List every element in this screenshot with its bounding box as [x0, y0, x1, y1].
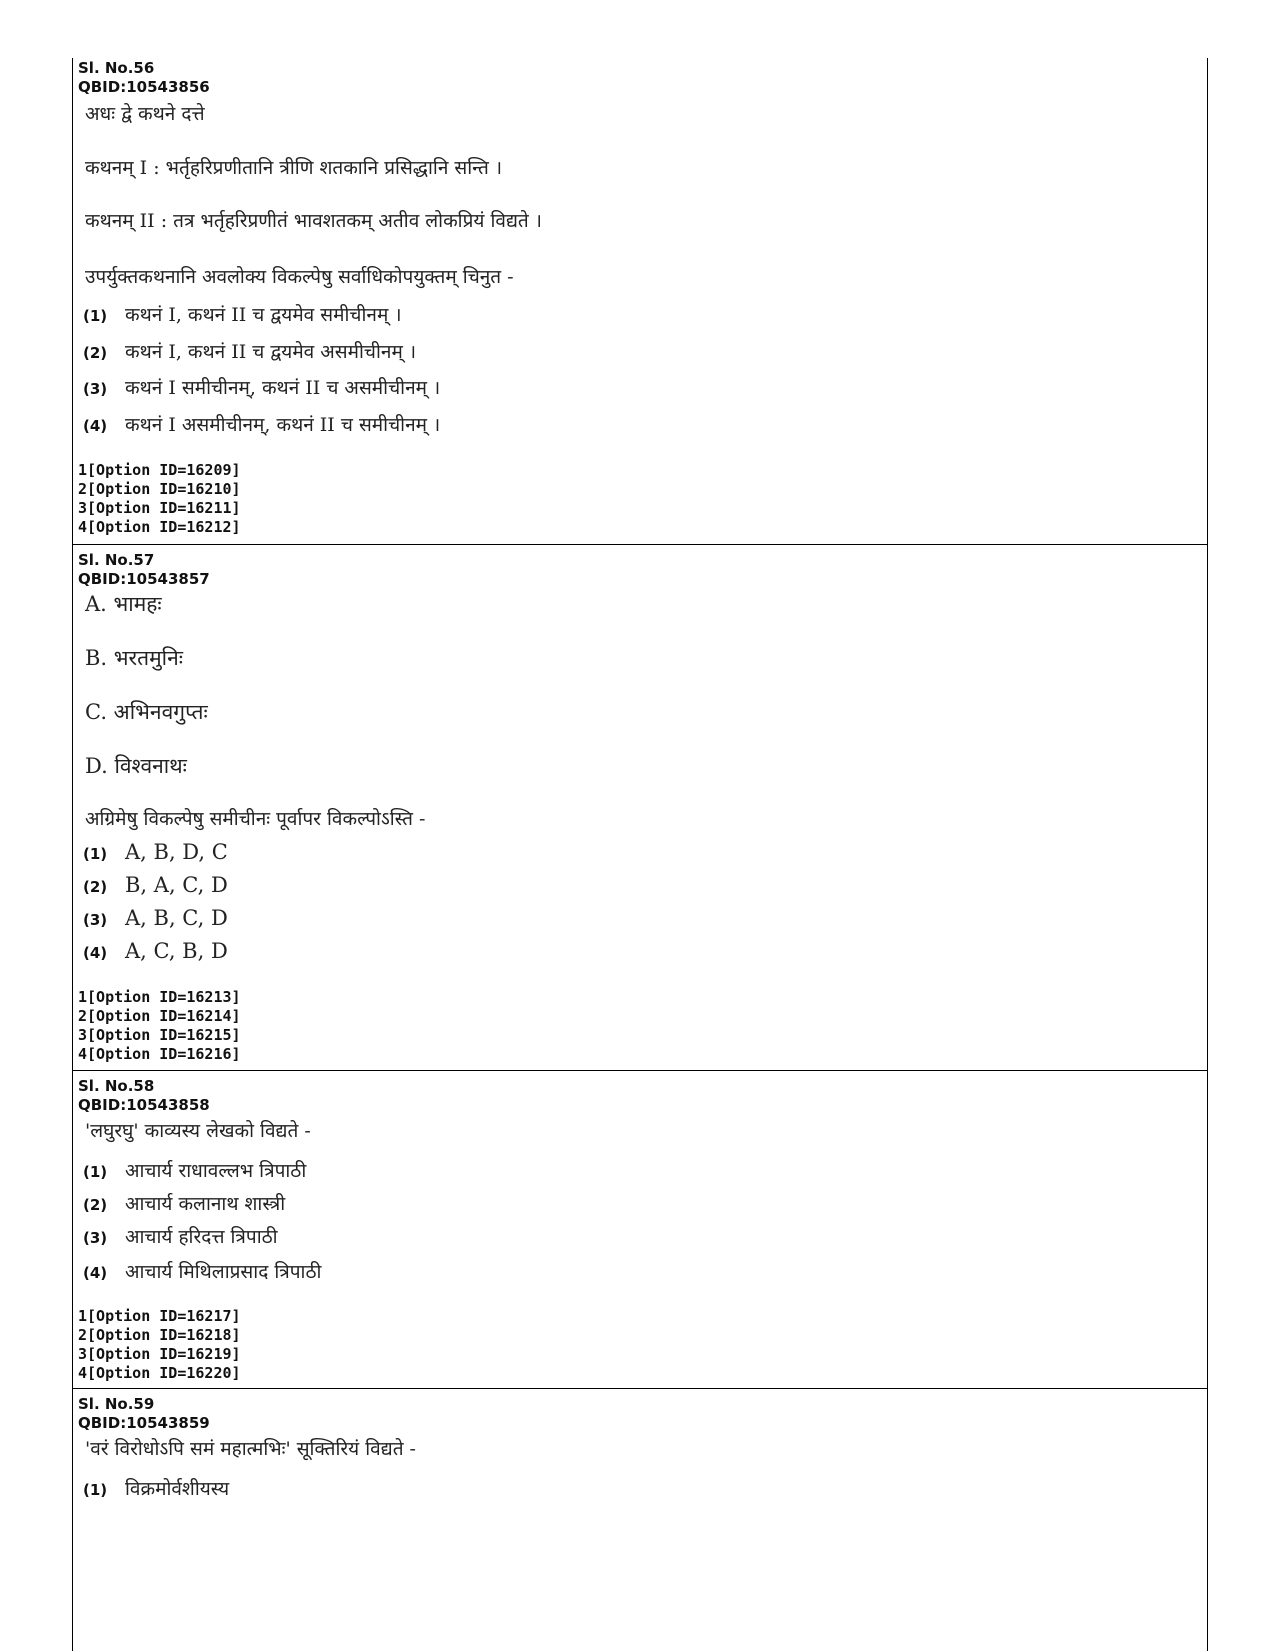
- option-text: A, C, B, D: [125, 939, 228, 963]
- option-id: 3[Option ID=16219]: [78, 1345, 241, 1363]
- option-number: (3): [83, 1229, 108, 1247]
- option-id: 2[Option ID=16218]: [78, 1326, 241, 1344]
- qbid: QBID:10543859: [78, 1414, 210, 1432]
- option-2: [83, 873, 228, 897]
- serial-number: Sl. No.57: [78, 551, 155, 569]
- item-c: C. अभिनवगुप्तः: [85, 700, 208, 724]
- option-number: (4): [83, 944, 108, 962]
- option-text: B, A, C, D: [125, 873, 228, 897]
- option-id: 3[Option ID=16215]: [78, 1026, 241, 1044]
- option-text: कथनं I, कथनं II च द्वयमेव असमीचीनम् ।: [125, 341, 417, 363]
- question-57: [73, 544, 1207, 1071]
- option-number: (1): [83, 1163, 108, 1181]
- item-b: B. भरतमुनिः: [85, 646, 183, 670]
- option-4: [83, 1258, 321, 1284]
- option-4: [83, 939, 228, 963]
- option-number: (1): [83, 1481, 108, 1499]
- option-number: (1): [83, 307, 108, 325]
- serial-number: Sl. No.56: [78, 59, 155, 77]
- option-3: [83, 1223, 278, 1249]
- option-4: [83, 411, 440, 437]
- serial-number: Sl. No.59: [78, 1395, 155, 1413]
- question-56: [73, 58, 1207, 544]
- qbid: QBID:10543858: [78, 1096, 210, 1114]
- option-1: [83, 840, 228, 864]
- option-text: A, B, C, D: [125, 906, 228, 930]
- option-id: 1[Option ID=16217]: [78, 1307, 241, 1325]
- option-text: आचार्य कलानाथ शास्त्री: [125, 1193, 286, 1215]
- option-text: कथनं I समीचीनम्, कथनं II च असमीचीनम् ।: [125, 377, 441, 399]
- statement-1: कथनम् I : भर्तृहरिप्रणीतानि त्रीणि शतकानि प्रसिद्धानि सन्ति ।: [85, 157, 503, 179]
- page-frame: [72, 58, 1208, 1651]
- question-text: 'लघुरघु' काव्यस्य लेखको विद्यते -: [85, 1120, 311, 1142]
- option-id: 3[Option ID=16211]: [78, 499, 241, 517]
- option-id: 1[Option ID=16209]: [78, 461, 241, 479]
- option-number: (2): [83, 1196, 108, 1214]
- question-59: [73, 1388, 1207, 1652]
- option-text: कथनं I, कथनं II च द्वयमेव समीचीनम् ।: [125, 304, 402, 326]
- option-1: [83, 1157, 306, 1183]
- serial-number: Sl. No.58: [78, 1077, 155, 1095]
- option-1: [83, 1475, 229, 1501]
- item-d: D. विश्वनाथः: [85, 754, 187, 778]
- option-number: (4): [83, 417, 108, 435]
- option-3: [83, 374, 440, 400]
- qbid: QBID:10543856: [78, 78, 210, 96]
- option-3: [83, 906, 228, 930]
- option-id-list: [78, 461, 241, 537]
- question-text: 'वरं विरोधोऽपि समं महात्मभिः' सूक्तिरियं विद्यते -: [85, 1438, 416, 1460]
- option-id: 4[Option ID=16220]: [78, 1364, 241, 1382]
- option-number: (4): [83, 1264, 108, 1282]
- question-text: अधः द्वे कथने दत्ते: [85, 103, 205, 125]
- option-2: [83, 1190, 285, 1216]
- option-text: आचार्य मिथिलाप्रसाद त्रिपाठी: [125, 1261, 322, 1283]
- option-text: आचार्य राधावल्लभ त्रिपाठी: [125, 1160, 307, 1182]
- option-id: 1[Option ID=16213]: [78, 988, 241, 1006]
- option-number: (3): [83, 911, 108, 929]
- item-a: A. भामहः: [85, 592, 162, 616]
- option-text: A, B, D, C: [125, 840, 228, 864]
- option-id: 2[Option ID=16214]: [78, 1007, 241, 1025]
- question-58: [73, 1070, 1207, 1389]
- option-id: 2[Option ID=16210]: [78, 480, 241, 498]
- option-id: 4[Option ID=16212]: [78, 518, 241, 536]
- option-number: (1): [83, 845, 108, 863]
- option-text: आचार्य हरिदत्त त्रिपाठी: [125, 1226, 278, 1248]
- option-number: (2): [83, 878, 108, 896]
- option-number: (3): [83, 380, 108, 398]
- instruction-text: अग्रिमेषु विकल्पेषु समीचीनः पूर्वापर विकल्पोऽस्ति -: [85, 808, 426, 830]
- option-id-list: [78, 1307, 241, 1383]
- option-1: [83, 301, 402, 327]
- option-2: [83, 338, 416, 364]
- option-id: 4[Option ID=16216]: [78, 1045, 241, 1063]
- option-id-list: [78, 988, 241, 1064]
- option-text: कथनं I असमीचीनम्, कथनं II च समीचीनम् ।: [125, 414, 441, 436]
- option-text: विक्रमोर्वशीयस्य: [125, 1478, 230, 1500]
- option-number: (2): [83, 344, 108, 362]
- statement-2: कथनम् II : तत्र भर्तृहरिप्रणीतं भावशतकम् अतीव लोकप्रियं विद्यते ।: [85, 210, 543, 232]
- qbid: QBID:10543857: [78, 570, 210, 588]
- instruction-text: उपर्युक्तकथनानि अवलोक्य विकल्पेषु सर्वाधिकोपयुक्तम् चिनुत -: [85, 266, 514, 288]
